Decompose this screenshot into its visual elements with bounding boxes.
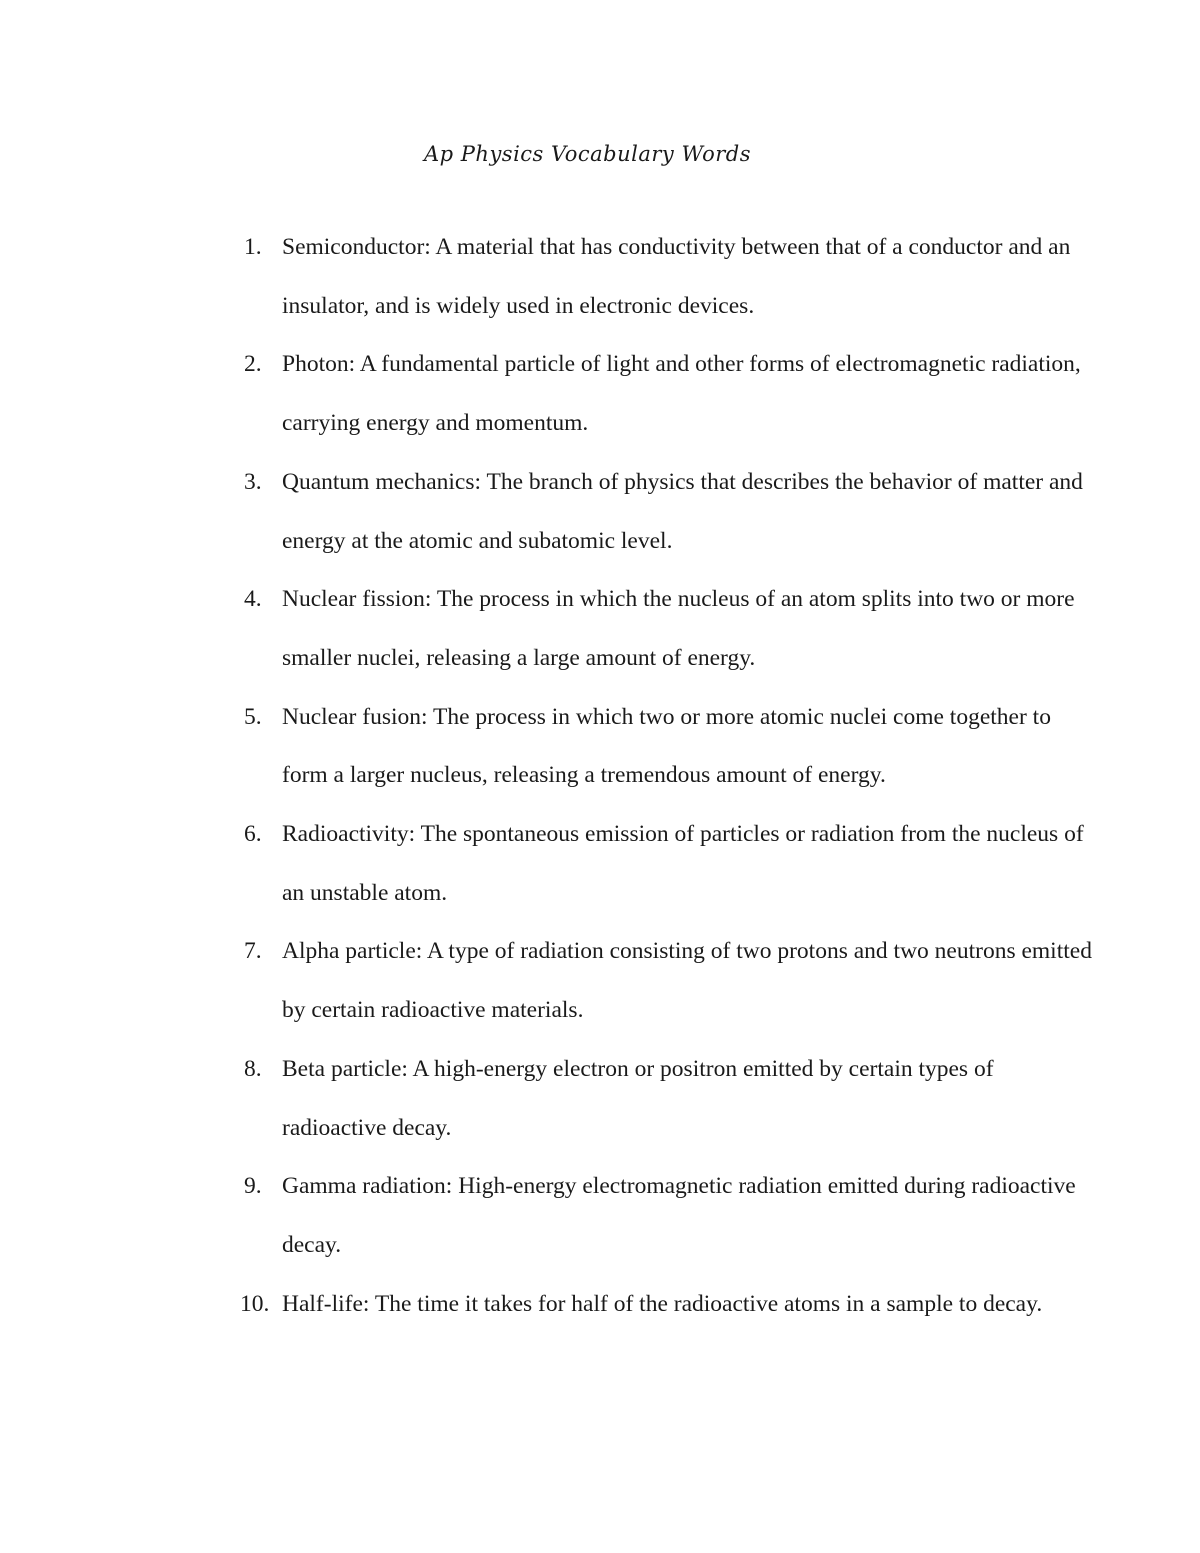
item-text: Semiconductor: A material that has conductivity between that of a conductor and an insulator, and is widely used in electronic devices.: [282, 234, 1071, 319]
item-text: Nuclear fusion: The process in which two or more atomic nuclei come together to form a larger nucleus, releasing a tremendous amount of energy.: [282, 703, 1051, 789]
item-number: 3.: [244, 468, 262, 495]
item-number: 10.: [240, 1290, 270, 1317]
item-number: 9.: [244, 1173, 262, 1200]
item-number: 4.: [244, 586, 262, 613]
item-text: Photon: A fundamental particle of light and other forms of electromagnetic radiation, carrying energy and momentum.: [282, 351, 1081, 437]
item-text: Quantum mechanics: The branch of physics that describes the behavior of matter and energy at the atomic and subatomic level.: [282, 468, 1083, 554]
item-number: 7.: [244, 938, 262, 965]
vocabulary-list: [240, 218, 1100, 1333]
list-item: [240, 1157, 1100, 1274]
list-item: [240, 1275, 1100, 1334]
item-text: Alpha particle: A type of radiation consisting of two protons and two neutrons emitted by certain radioactive materials.: [282, 938, 1092, 1024]
item-number: 8.: [244, 1055, 262, 1082]
list-item: [240, 688, 1100, 805]
list-item: [240, 453, 1100, 570]
list-item: [240, 218, 1100, 335]
list-item: [240, 335, 1100, 452]
item-number: 1.: [244, 234, 262, 260]
list-item: [240, 922, 1100, 1039]
item-number: 2.: [244, 351, 262, 378]
item-text: Gamma radiation: High-energy electromagnetic radiation emitted during radioactive decay.: [282, 1173, 1076, 1258]
list-item: [240, 570, 1100, 687]
item-text: Half-life: The time it takes for half of the radioactive atoms in a sample to decay.: [282, 1290, 1043, 1317]
item-text: Radioactivity: The spontaneous emission of particles or radiation from the nucleus of an unstable atom.: [282, 821, 1084, 906]
list-item: [240, 1040, 1100, 1157]
item-number: 5.: [244, 703, 262, 730]
list-item: [240, 805, 1100, 922]
item-number: 6.: [244, 821, 262, 848]
document-title: Ap Physics Vocabulary Words: [424, 142, 752, 166]
item-text: Nuclear fission: The process in which the nucleus of an atom splits into two or more smaller nuclei, releasing a large amount of energy.: [282, 586, 1075, 671]
item-text: Beta particle: A high-energy electron or positron emitted by certain types of radioactive decay.: [282, 1055, 994, 1141]
